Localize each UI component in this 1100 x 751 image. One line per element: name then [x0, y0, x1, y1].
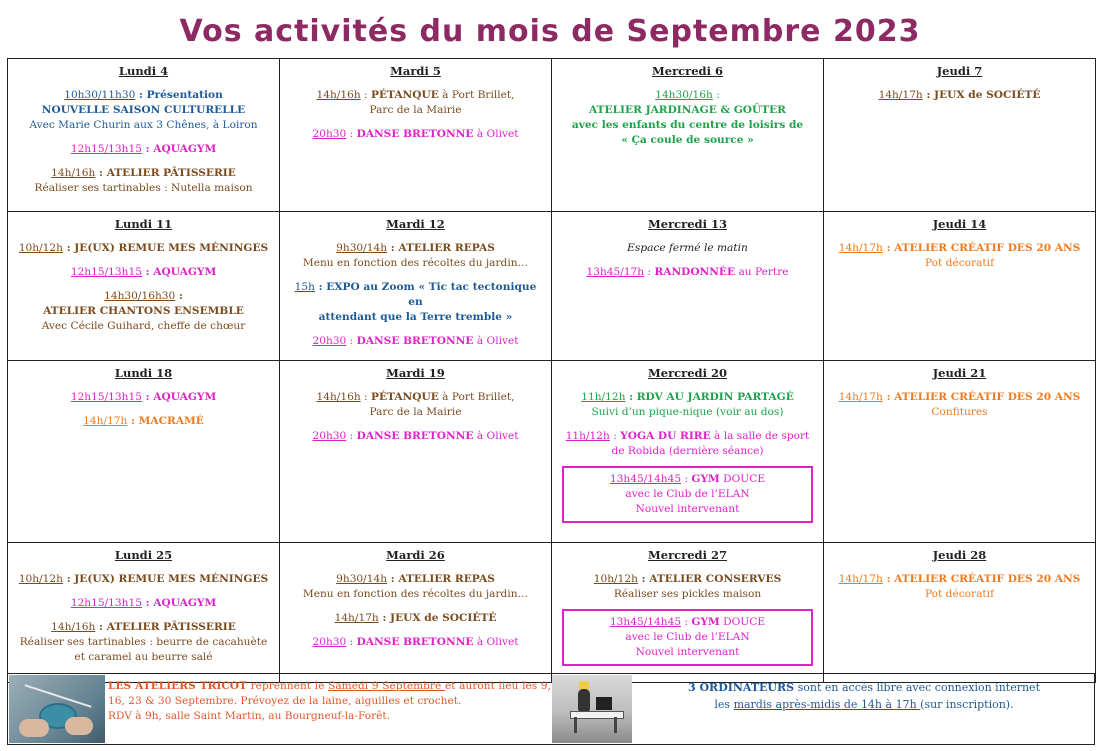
activity: 12h15/13h15 : AQUAGYM	[70, 391, 217, 403]
activity: 10h/12h : JE(UX) REMUE MES MÉNINGES	[18, 573, 269, 585]
week-row	[8, 212, 1096, 361]
activity: 14h/17h : ATELIER CRÉATIF DES 20 ANS Confitures	[838, 391, 1081, 418]
day-header: Mercredi 6	[652, 64, 723, 78]
knitting-photo	[9, 675, 105, 743]
activity: 10h/12h : ATELIER CONSERVES Réaliser ses pickles maison	[593, 573, 782, 600]
day-header: Lundi 11	[114, 217, 173, 231]
knitting-announcement: LES ATELIERS TRICOT reprennent le Samedi 9 Septembre et auront lieu les 9, 16, 23 & 30 Septembre. Prévoyez de la laine, aiguilles et crochet. RDV à 9h, salle Saint Martin, au Bourgneuf-la-Forêt.	[108, 680, 551, 722]
activity-note: Espace fermé le matin	[627, 242, 748, 254]
activity: 14h30/16h30 : ATELIER CHANTONS ENSEMBLE Avec Cécile Guihard, cheffe de chœur	[41, 290, 246, 332]
activity: 20h30 : DANSE BRETONNE à Olivet	[312, 335, 519, 347]
day-header: Mardi 19	[386, 366, 445, 380]
day-cell	[824, 361, 1096, 543]
activity: 14h/17h : JEUX de SOCIÉTÉ	[334, 612, 497, 624]
activity: 10h30/11h30 : Présentation NOUVELLE SAISON CULTURELLE Avec Marie Churin aux 3 Chênes, à Loiron	[29, 89, 258, 131]
day-cell	[280, 59, 552, 212]
computers-announcement: 3 ORDINATEURS sont en accès libre avec connexion internet les mardis après-midis de 14h à 17h (sur inscription).	[687, 681, 1040, 711]
activity: 11h/12h : YOGA DU RIRE à la salle de sport de Robida (dernière séance)	[565, 430, 810, 457]
activity: 14h/17h : JEUX de SOCIÉTÉ	[878, 89, 1041, 101]
week-row	[8, 361, 1096, 543]
day-cell	[824, 212, 1096, 361]
activity: 14h/17h : ATELIER CRÉATIF DES 20 ANS Pot décoratif	[838, 242, 1081, 269]
day-cell	[8, 361, 280, 543]
day-cell	[824, 543, 1096, 683]
day-header: Mercredi 20	[648, 366, 727, 380]
activity: 9h30/14h : ATELIER REPAS Menu en fonction des récoltes du jardin…	[302, 573, 529, 600]
day-header: Lundi 18	[114, 366, 173, 380]
day-header: Lundi 25	[114, 548, 173, 562]
activity: 14h/16h : PÉTANQUE à Port Brillet, Parc de la Mairie	[316, 391, 515, 418]
week-row	[8, 543, 1096, 683]
day-cell	[280, 212, 552, 361]
activity: 9h30/14h : ATELIER REPAS Menu en fonction des récoltes du jardin…	[302, 242, 529, 269]
activity: 14h/16h : ATELIER PÂTISSERIE Réaliser ses tartinables : Nutella maison	[34, 167, 253, 194]
activity: 14h/17h : ATELIER CRÉATIF DES 20 ANS Pot décoratif	[838, 573, 1081, 600]
calendar-table	[7, 58, 1096, 683]
activity: 20h30 : DANSE BRETONNE à Olivet	[312, 636, 519, 648]
day-header: Mardi 26	[386, 548, 445, 562]
day-cell	[824, 59, 1096, 212]
day-header: Mercredi 13	[648, 217, 727, 231]
activity: 14h30/16h : ATELIER JARDINAGE & GOÛTER avec les enfants du centre de loisirs de « Ça coule de source »	[571, 89, 804, 146]
computer-figurine-photo	[552, 675, 632, 743]
activity: 14h/16h : ATELIER PÂTISSERIE Réaliser ses tartinables : beurre de cacahuète et caramel au beurre salé	[19, 621, 268, 663]
highlight-box: 13h45/14h45 : GYM DOUCE avec le Club de l’ELAN Nouvel intervenant	[562, 466, 813, 523]
page-title: Vos activités du mois de Septembre 2023	[179, 14, 921, 49]
week-row	[8, 59, 1096, 212]
day-cell	[8, 59, 280, 212]
activity: 12h15/13h15 : AQUAGYM	[70, 266, 217, 278]
activity: 11h/12h : RDV AU JARDIN PARTAGÉ Suivi d’un pique-nique (voir au dos)	[581, 391, 794, 418]
activity: 12h15/13h15 : AQUAGYM	[70, 597, 217, 609]
highlight-box: 13h45/14h45 : GYM DOUCE avec le Club de l’ELAN Nouvel intervenant	[562, 609, 813, 666]
footer-banner	[7, 673, 1095, 745]
day-header: Mardi 5	[390, 64, 441, 78]
activity: 14h/17h : MACRAMÉ	[83, 415, 204, 427]
day-cell	[552, 59, 824, 212]
day-header: Jeudi 7	[936, 64, 983, 78]
activity: 10h/12h : JE(UX) REMUE MES MÉNINGES	[18, 242, 269, 254]
day-header: Mardi 12	[386, 217, 445, 231]
day-cell	[280, 361, 552, 543]
day-cell	[8, 212, 280, 361]
activity: 13h45/17h : RANDONNÉE au Pertre	[586, 266, 789, 278]
day-cell	[552, 212, 824, 361]
activity: 12h15/13h15 : AQUAGYM	[70, 143, 217, 155]
activity: 15h : EXPO au Zoom « Tic tac tectonique en attendant que la Terre tremble »	[294, 281, 537, 323]
activity: 20h30 : DANSE BRETONNE à Olivet	[312, 128, 519, 140]
day-cell	[8, 543, 280, 683]
day-cell	[280, 543, 552, 683]
day-cell	[552, 361, 824, 543]
day-header: Jeudi 14	[932, 217, 987, 231]
day-header: Jeudi 21	[932, 366, 987, 380]
day-header: Mercredi 27	[648, 548, 727, 562]
activity: 20h30 : DANSE BRETONNE à Olivet	[312, 430, 519, 442]
activity: 14h/16h : PÉTANQUE à Port Brillet, Parc de la Mairie	[316, 89, 515, 116]
day-header: Jeudi 28	[932, 548, 987, 562]
day-cell	[552, 543, 824, 683]
day-header: Lundi 4	[118, 64, 169, 78]
